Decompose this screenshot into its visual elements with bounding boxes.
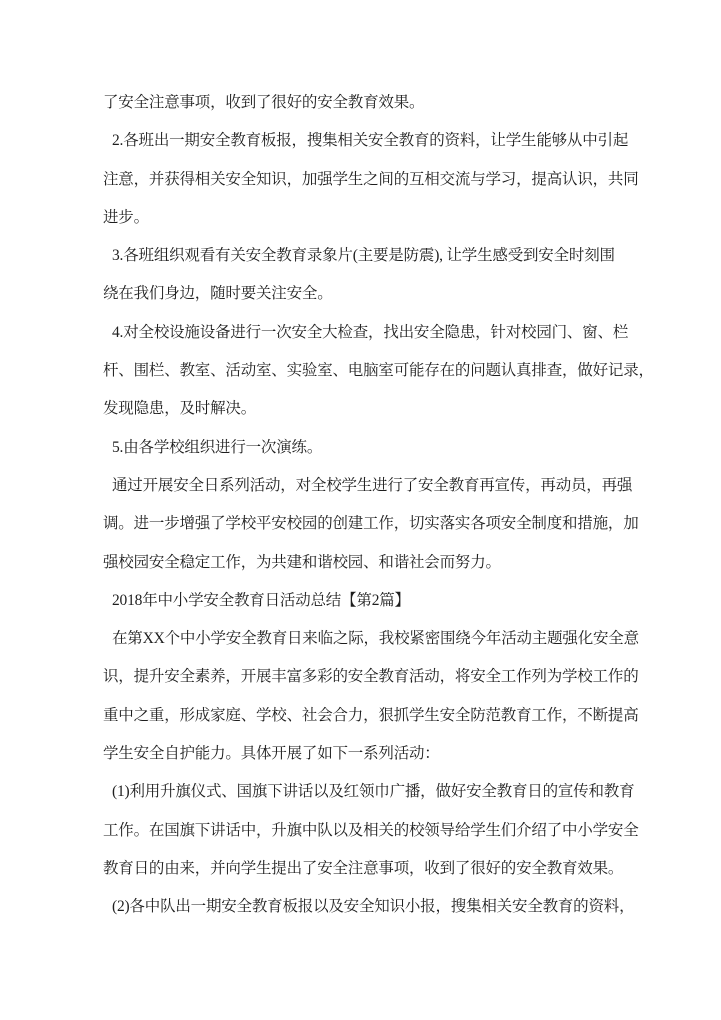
text-line: 学生安全自护能力。具体开展了如下一系列活动：	[103, 745, 440, 763]
text-line: 重中之重，形成家庭、学校、社会合力，狠抓学生安全防范教育工作，不断提高	[103, 706, 639, 724]
text-line: 工作。在国旗下讲话中，升旗中队以及相关的校领导给学生们介绍了中小学安全	[103, 821, 639, 839]
text-line: 3.各班组织观看有关安全教育录象片(主要是防震), 让学生感受到安全时刻围	[112, 247, 615, 265]
text-line: 通过开展安全日系列活动，对全校学生进行了安全教育再宣传，再动员，再强	[112, 476, 633, 494]
text-line: 了安全注意事项，收到了很好的安全教育效果。	[103, 94, 425, 111]
document-text-block	[103, 84, 654, 927]
text-line: 识，提升安全素养，开展丰富多彩的安全教育活动，将安全工作列为学校工作的	[103, 668, 639, 686]
text-line: 发现隐患，及时解决。	[103, 400, 257, 418]
text-line: 杆、围栏、教室、活动室、实验室、电脑室可能存在的问题认真排查，做好记录，	[103, 362, 654, 380]
text-line: 教育日的由来，并向学生提出了安全注意事项，收到了很好的安全教育效果。	[103, 859, 624, 877]
text-line: 进步。	[103, 208, 149, 226]
text-line: 强校园安全稳定工作，为共建和谐校园、和谐社会而努力。	[103, 553, 501, 571]
text-line: (1)利用升旗仪式、国旗下讲话以及红领巾广播，做好安全教育日的宣传和教育	[112, 783, 635, 801]
text-line: 调。进一步增强了学校平安校园的创建工作，切实落实各项安全制度和措施，加	[103, 515, 639, 533]
text-line: 5.由各学校组织进行一次演练。	[112, 438, 323, 456]
text-line: 注意，并获得相关安全知识，加强学生之间的互相交流与学习，提高认识，共同	[103, 170, 639, 188]
text-line: (2)各中队出一期安全教育板报以及安全知识小报，搜集相关安全教育的资料，	[112, 898, 635, 916]
text-line: 2.各班出一期安全教育板报，搜集相关安全教育的资料，让学生能够从中引起	[112, 132, 629, 150]
text-line: 4.对全校设施设备进行一次安全大检查，找出安全隐患，针对校园门、窗、栏	[112, 323, 629, 341]
text-line: 在第XX个中小学安全教育日来临之际，我校紧密围绕今年活动主题强化安全意	[112, 630, 639, 648]
section-heading: 2018年中小学安全教育日活动总结【第2篇】	[112, 591, 410, 609]
text-line: 绕在我们身边，随时要关注安全。	[103, 285, 333, 303]
